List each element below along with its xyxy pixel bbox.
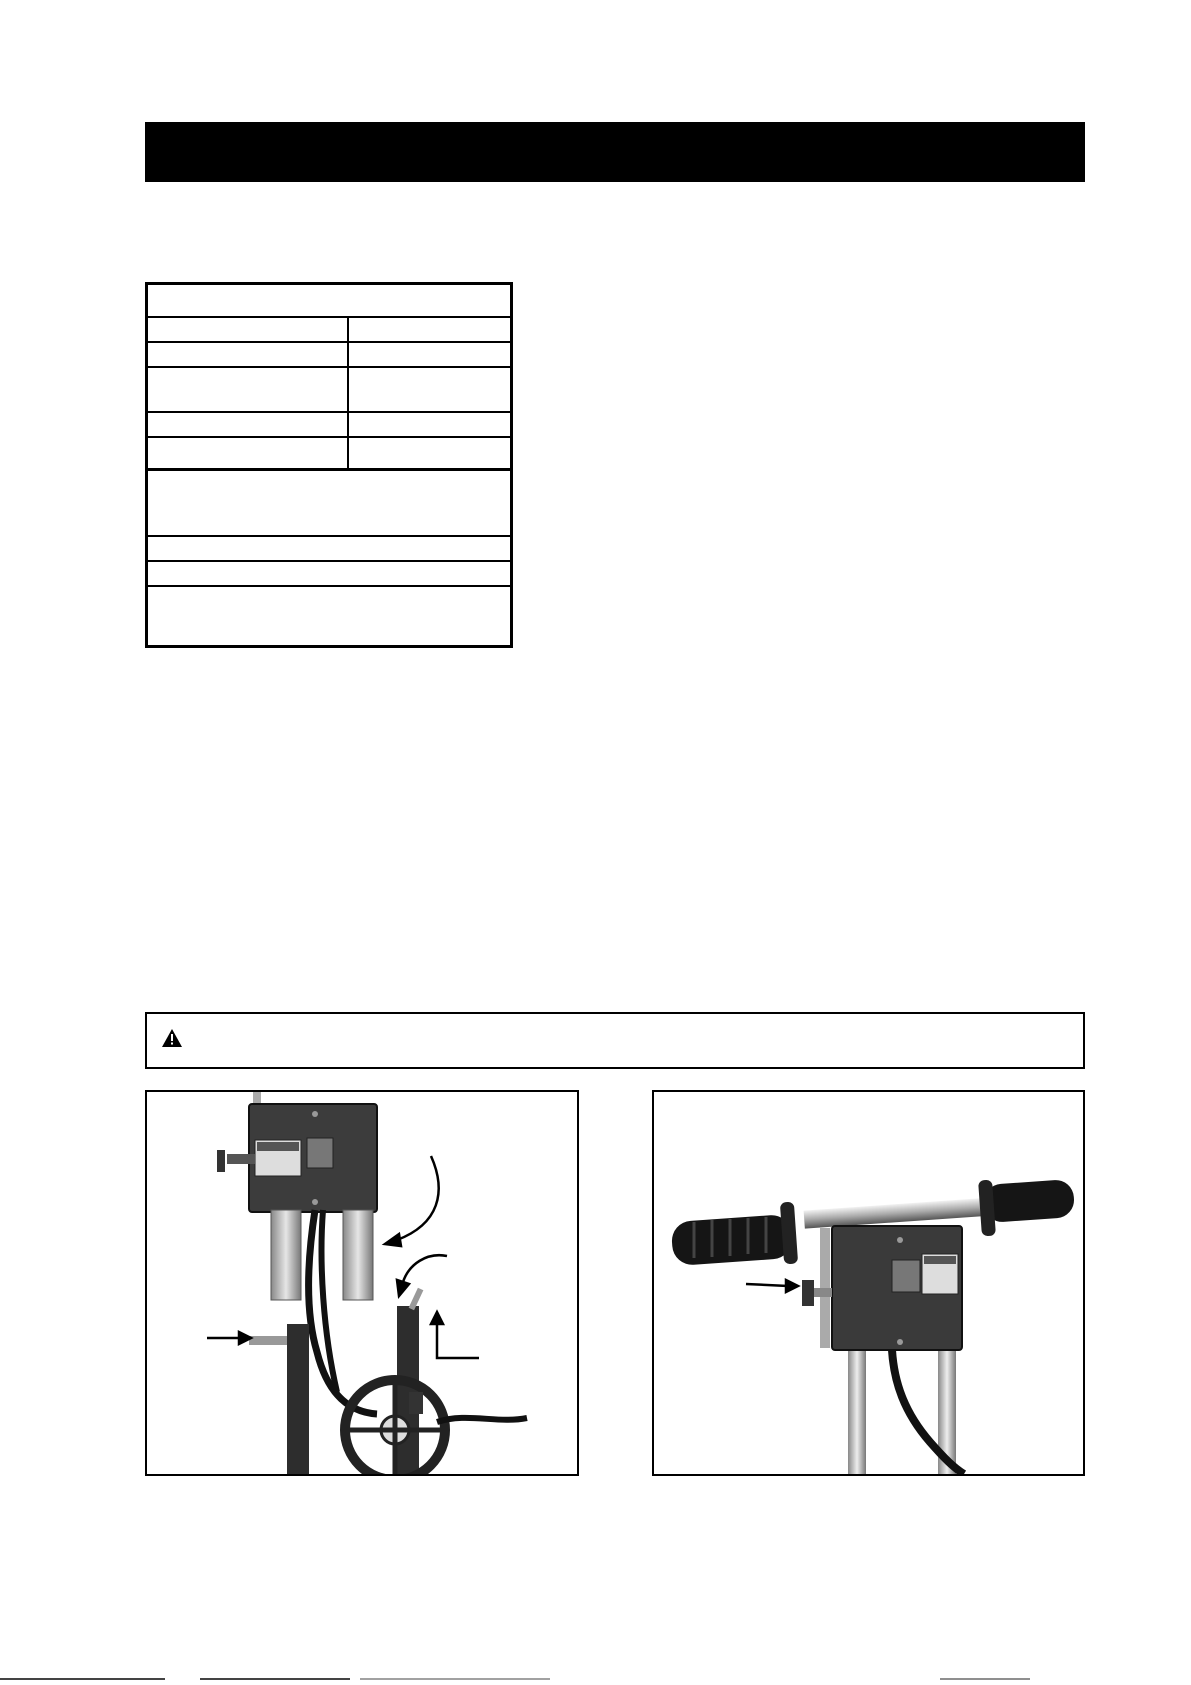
warning-notice <box>145 1012 1085 1069</box>
section-header-bar <box>145 122 1085 182</box>
spec-table-row <box>148 562 510 587</box>
spec-table-row <box>148 438 510 471</box>
warning-triangle-icon <box>162 1029 182 1047</box>
spec-table-row <box>148 537 510 562</box>
specification-table <box>145 282 513 648</box>
footer-scan-rule <box>0 1678 1191 1680</box>
spec-table-notes-row <box>148 471 510 537</box>
spec-table-row <box>148 343 510 368</box>
spec-table-row <box>148 587 510 611</box>
figure-handle-assembled <box>652 1090 1085 1476</box>
figure-handle-assembly-exploded <box>145 1090 579 1476</box>
spec-table-row <box>148 318 510 343</box>
handle-assembled-photo <box>654 1092 1083 1474</box>
arrow-icon <box>746 1280 798 1292</box>
spec-table-row <box>148 368 510 413</box>
arrow-icon <box>385 1156 439 1246</box>
arrow-icon <box>431 1312 479 1358</box>
handle-assembly-photo <box>147 1092 577 1474</box>
spec-table-row <box>148 413 510 438</box>
spec-table-heading-row <box>148 285 510 318</box>
arrow-icon <box>207 1332 251 1344</box>
